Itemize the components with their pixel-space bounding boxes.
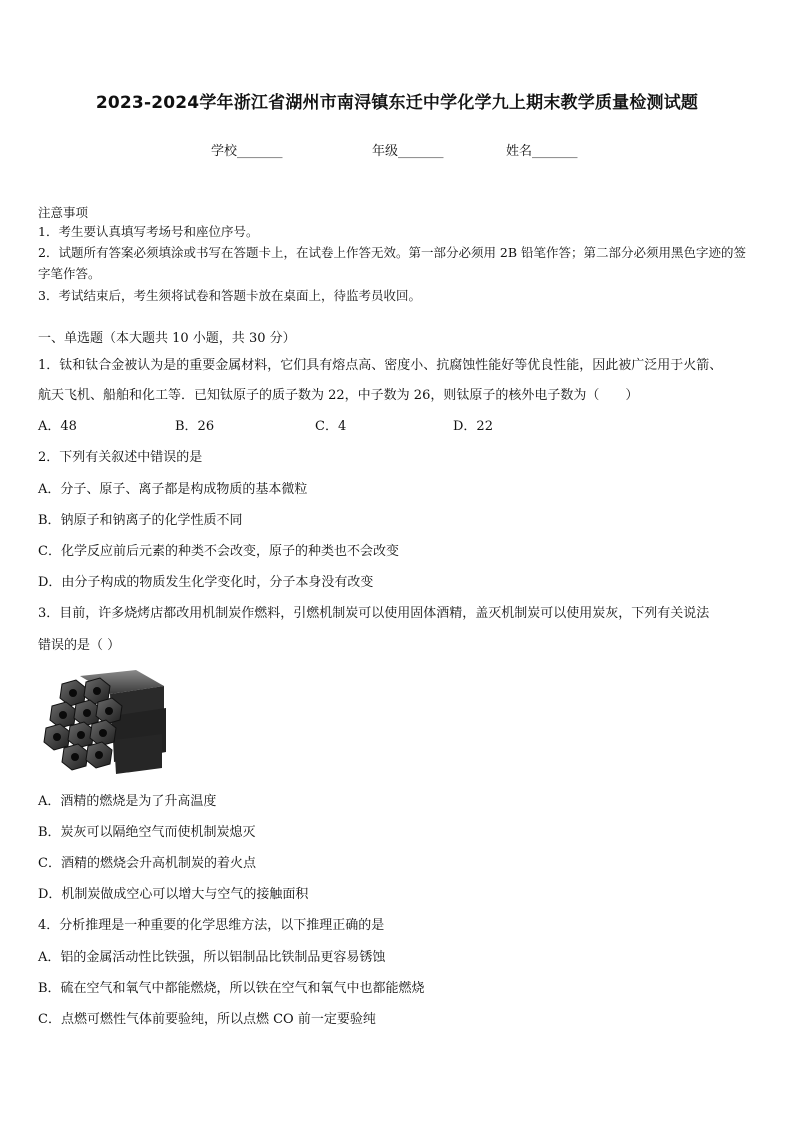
q2-stem: 2．下列有关叙述中错误的是 (38, 450, 203, 465)
name-field: 姓名_______ (506, 144, 578, 159)
q4-option-a: A．铝的金属活动性比铁强，所以铝制品比铁制品更容易锈蚀 (38, 950, 386, 965)
q3-option-b: B．炭灰可以隔绝空气而使机制炭熄灭 (38, 825, 256, 840)
q1-stem-line1: 1．钛和钛合金被认为是的重要金属材料，它们具有熔点高、密度小、抗腐蚀性能好等优良性能，因此被广泛用于火箭、 (38, 358, 723, 373)
q3-option-a: A．酒精的燃烧是为了升高温度 (38, 794, 217, 809)
charcoal-briquettes-image (40, 668, 168, 774)
q3-stem-line1: 3．目前，许多烧烤店都改用机制炭作燃料，引燃机制炭可以使用固体酒精，盖灭机制炭可以使用炭灰，下列有关说法 (38, 606, 710, 621)
notice-item-1: 1．考生要认真填写考场号和座位序号。 (38, 224, 259, 239)
q1-option-b: B．26 (175, 419, 215, 434)
q1-stem-line2: 航天飞机、船舶和化工等．已知钛原子的质子数为 22，中子数为 26，则钛原子的核外电子数为（ ） (38, 388, 639, 403)
q4-stem: 4．分析推理是一种重要的化学思维方法，以下推理正确的是 (38, 918, 385, 933)
q2-option-d: D．由分子构成的物质发生化学变化时，分子本身没有改变 (38, 575, 374, 590)
q2-option-b: B．钠原子和钠离子的化学性质不同 (38, 513, 243, 528)
q3-stem-line2: 错误的是（ ） (38, 638, 121, 653)
section-heading: 一、单选题（本大题共 10 小题，共 30 分） (38, 331, 296, 346)
q1-option-c: C．4 (315, 419, 347, 434)
q1-option-a: A．48 (38, 419, 77, 434)
q3-option-d: D．机制炭做成空心可以增大与空气的接触面积 (38, 887, 309, 902)
q3-option-c: C．酒精的燃烧会升高机制炭的着火点 (38, 856, 256, 871)
q2-option-a: A．分子、原子、离子都是构成物质的基本微粒 (38, 482, 308, 497)
q4-option-b: B．硫在空气和氧气中都能燃烧，所以铁在空气和氧气中也都能燃烧 (38, 981, 425, 996)
notice-item-3: 3．考试结束后，考生须将试卷和答题卡放在桌面上，待监考员收回。 (38, 288, 421, 303)
school-field: 学校_______ (211, 144, 283, 159)
grade-field: 年级_______ (372, 144, 444, 159)
page-title: 2023-2024学年浙江省湖州市南浔镇东迁中学化学九上期末教学质量检测试题 (95, 93, 699, 113)
q1-option-d: D．22 (453, 419, 493, 434)
q4-option-c: C．点燃可燃性气体前要验纯，所以点燃 CO 前一定要验纯 (38, 1012, 376, 1027)
notice-item-2: 2．试题所有答案必须填涂或书写在答题卡上，在试卷上作答无效。第一部分必须用 2B 铅笔作答；第二部分必须用黑色字迹的签字笔作答。 (38, 245, 747, 281)
q2-option-c: C．化学反应前后元素的种类不会改变，原子的种类也不会改变 (38, 544, 399, 559)
notice-heading: 注意事项 (38, 205, 89, 220)
